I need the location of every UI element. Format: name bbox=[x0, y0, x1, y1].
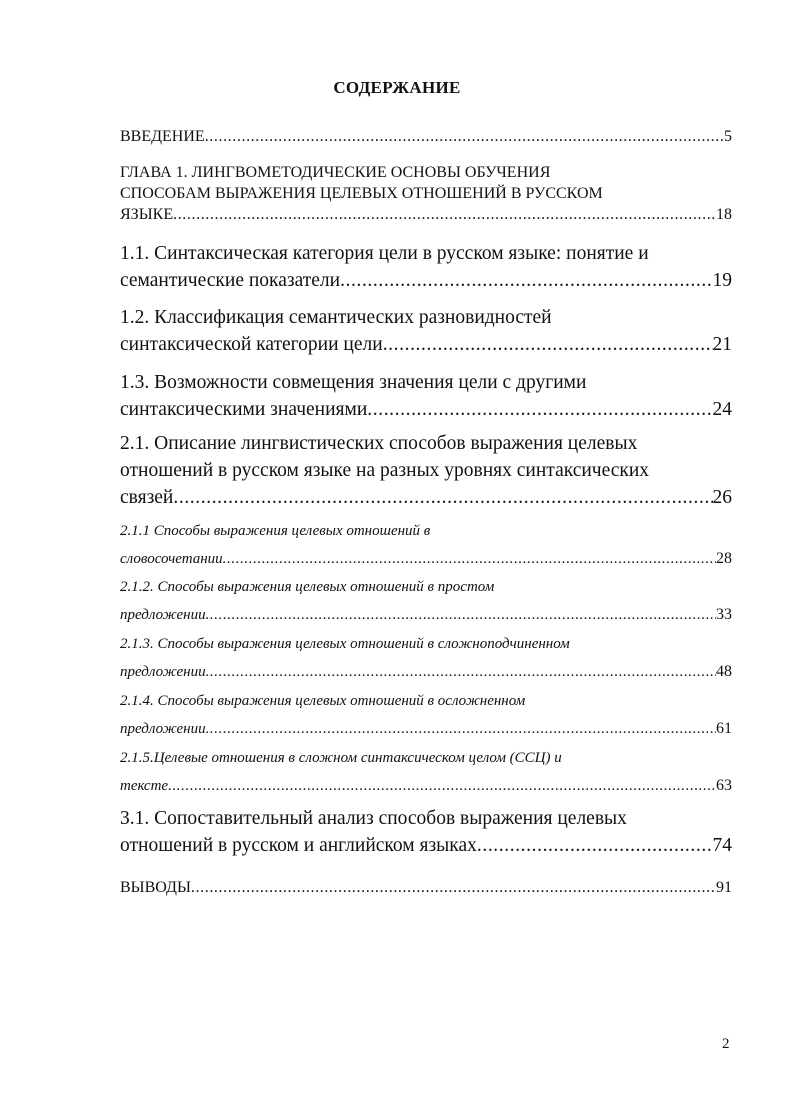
toc-entry-2-1-3[interactable] bbox=[120, 631, 732, 686]
toc-entry-title: предложении bbox=[120, 607, 206, 623]
toc-page-number: 48 bbox=[716, 663, 732, 680]
toc-entry-2-1[interactable] bbox=[120, 430, 732, 511]
toc-page-number: 26 bbox=[712, 487, 732, 508]
toc-leader-dots bbox=[205, 126, 724, 147]
toc-page-number: 21 bbox=[712, 334, 732, 355]
toc-leader-dots bbox=[173, 204, 716, 225]
toc-entry-line: 1.1. Синтаксическая категория цели в русском языке: понятие и bbox=[120, 243, 649, 264]
toc-entry-conclusions[interactable] bbox=[120, 877, 732, 898]
toc-page-number: 5 bbox=[724, 128, 732, 145]
toc-entry-line: 1.3. Возможности совмещения значения цели с другими bbox=[120, 372, 587, 393]
toc-entry-line: СПОСОБАМ ВЫРАЖЕНИЯ ЦЕЛЕВЫХ ОТНОШЕНИЙ В РУССКОМ bbox=[120, 185, 603, 202]
toc-page-number: 28 bbox=[716, 550, 732, 567]
toc-leader-dots bbox=[223, 546, 716, 573]
toc-leader-dots bbox=[206, 659, 716, 686]
toc-page-number: 91 bbox=[716, 879, 732, 896]
toc-entry-line: 2.1. Описание лингвистических способов выражения целевых bbox=[120, 433, 638, 454]
toc-entry-introduction[interactable] bbox=[120, 126, 732, 147]
toc-entry-title: синтаксической категории цели bbox=[120, 334, 383, 355]
page-title: СОДЕРЖАНИЕ bbox=[333, 78, 461, 97]
toc-entry-title: предложении bbox=[120, 664, 206, 680]
toc-page-number: 61 bbox=[716, 720, 732, 737]
toc-entry-title: предложении bbox=[120, 721, 206, 737]
toc-entry-title: отношений в русском и английском языках bbox=[120, 835, 477, 856]
toc-entry-1-2[interactable] bbox=[120, 304, 732, 358]
toc-entry-title: ЯЗЫКЕ bbox=[120, 206, 174, 223]
toc-entry-line: 2.1.5.Целевые отношения в сложном синтаксическом целом (ССЦ) и bbox=[120, 750, 562, 766]
toc-page-number: 24 bbox=[712, 399, 732, 420]
toc-leader-dots bbox=[340, 267, 712, 294]
toc-leader-dots bbox=[191, 877, 716, 898]
toc-entry-title: ВВЕДЕНИЕ bbox=[120, 128, 205, 145]
toc-leader-dots bbox=[206, 602, 716, 629]
toc-entry-line: 2.1.1 Способы выражения целевых отношений в bbox=[120, 523, 431, 539]
toc-entry-line: 2.1.4. Способы выражения целевых отношений в осложненном bbox=[120, 693, 526, 709]
toc-leader-dots bbox=[477, 832, 713, 859]
toc-leader-dots bbox=[367, 396, 712, 423]
toc-entry-line: 2.1.2. Способы выражения целевых отношений в простом bbox=[120, 579, 495, 595]
toc-entry-chapter-1[interactable] bbox=[120, 162, 732, 225]
toc-entry-2-1-5[interactable] bbox=[120, 745, 732, 800]
toc-entry-title: синтаксическими значениями bbox=[120, 399, 368, 420]
toc-entry-3-1[interactable] bbox=[120, 805, 732, 859]
toc-leader-dots bbox=[168, 773, 716, 800]
toc-leader-dots bbox=[206, 716, 716, 743]
toc-entry-1-3[interactable] bbox=[120, 369, 732, 423]
toc-entry-line: 1.2. Классификация семантических разновидностей bbox=[120, 307, 552, 328]
toc-entry-line: отношений в русском языке на разных уровнях синтаксических bbox=[120, 460, 650, 481]
toc-entry-2-1-2[interactable] bbox=[120, 574, 732, 629]
toc-entry-title: ВЫВОДЫ bbox=[120, 879, 191, 896]
toc-entry-title: тексте bbox=[120, 778, 169, 794]
toc-entry-line: ГЛАВА 1. ЛИНГВОМЕТОДИЧЕСКИЕ ОСНОВЫ ОБУЧЕНИЯ bbox=[120, 164, 551, 181]
toc-leader-dots bbox=[173, 484, 712, 511]
toc-page-number: 63 bbox=[716, 777, 732, 794]
toc-page-number: 33 bbox=[716, 606, 732, 623]
toc-entry-line: 3.1. Сопоставительный анализ способов выражения целевых bbox=[120, 808, 627, 829]
toc-page-number: 19 bbox=[712, 270, 732, 291]
page-number: 2 bbox=[722, 1036, 730, 1052]
toc-page-number: 18 bbox=[716, 206, 732, 223]
toc-page-number: 74 bbox=[712, 835, 732, 856]
toc-entry-title: связей bbox=[120, 487, 174, 508]
toc-entry-title: словосочетании bbox=[120, 551, 223, 567]
toc-leader-dots bbox=[383, 331, 713, 358]
toc-entry-1-1[interactable] bbox=[120, 240, 732, 294]
toc-entry-title: семантические показатели bbox=[120, 270, 341, 291]
toc-entry-2-1-4[interactable] bbox=[120, 688, 732, 743]
toc-entry-line: 2.1.3. Способы выражения целевых отношений в сложноподчиненном bbox=[120, 636, 570, 652]
toc-entry-2-1-1[interactable] bbox=[120, 518, 732, 573]
